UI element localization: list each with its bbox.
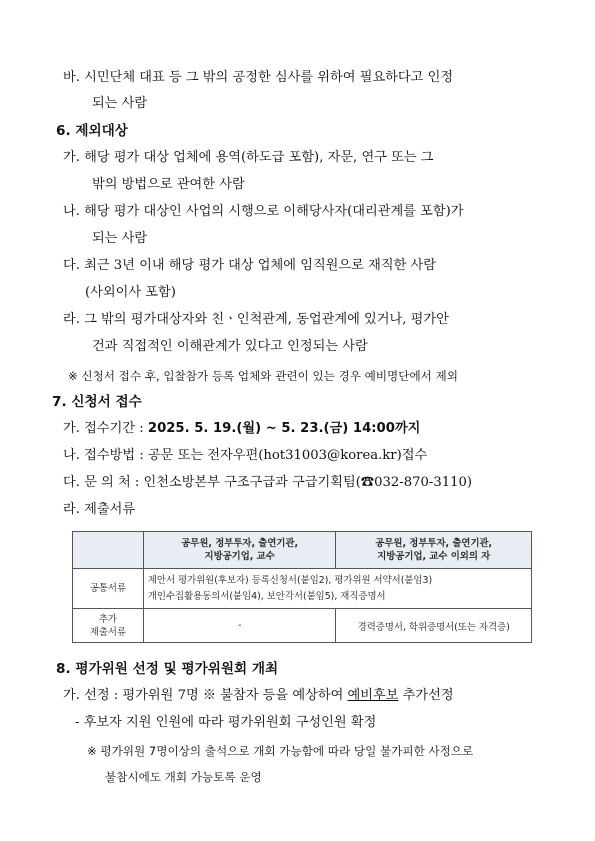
submission-docs-label: 라. 제출서류 <box>63 502 136 517</box>
item-na-line1: 나. 해당 평가 대상인 사업의 시행으로 이해당사자(대리관계를 포함)가 <box>63 204 464 219</box>
candidate-dash-line: - 후보자 지원 인원에 따라 평가위원회 구성인원 확정 <box>75 715 377 730</box>
additional-public-cell: - <box>143 609 336 643</box>
inquiry-contact: 다. 문 의 처 : 인천소방본부 구조구급과 구급기획팀(☎032-870-3110) <box>63 475 473 490</box>
row-label-common: 공통서류 <box>73 569 144 609</box>
item-ba-line2: 되는 사람 <box>92 96 148 111</box>
item-na-line2: 되는 사람 <box>92 231 148 246</box>
common-documents-cell: 제안서 평가위원(후보자) 등록신청서(붙임2), 평가위원 서약서(붙임3) 개인수집활용동의서(붙임4), 보안각서(붙임5), 재직증명서 <box>143 569 531 609</box>
receipt-period-value: 2025. 5. 19.(월) ~ 5. 23.(금) 14:00까지 <box>147 421 421 436</box>
receipt-period-label: 가. 접수기간 : <box>63 421 148 436</box>
selection-line <box>63 687 454 705</box>
receipt-method: 나. 접수방법 : 공문 또는 전자우편(hot31003@korea.kr)접수 <box>63 448 428 463</box>
column-header-public: 공무원, 정부투자, 출연기관, 지방공기업, 교수 <box>143 532 336 569</box>
item-ra-line2: 건과 직접적인 이해관계가 있다고 인정되는 사람 <box>92 339 368 354</box>
selection-suffix: 추가선정 <box>398 688 454 703</box>
table-corner-cell <box>73 532 144 569</box>
item-ga-line2: 밖의 방법으로 관여한 사람 <box>92 177 245 192</box>
selection-reserve-candidate: 예비후보 <box>347 688 399 703</box>
receipt-period <box>63 420 420 438</box>
item-ra-line1: 라. 그 밖의 평가대상자와 친ㆍ인척관계, 동업관계에 있거나, 평가안 <box>63 312 449 327</box>
section-7-heading: 7. 신청서 접수 <box>52 394 142 410</box>
column-header-other: 공무원, 정부투자, 출연기관, 지방공기업, 교수 이외의 자 <box>336 532 532 569</box>
item-ba-line1: 바. 시민단체 대표 등 그 밖의 공정한 심사를 위하여 필요하다고 인정 <box>63 70 454 85</box>
exclusion-note: ※ 신청서 접수 후, 입찰참가 등록 업체와 관련이 있는 경우 예비명단에서 제외 <box>68 369 458 383</box>
table-header-row <box>73 532 532 569</box>
quorum-note-line1: ※ 평가위원 7명이상의 출석으로 개회 가능함에 따라 당일 불가피한 사정으로 <box>87 744 474 758</box>
quorum-note-line2: 불참시에도 개회 가능토록 운영 <box>105 770 262 784</box>
selection-prefix: 가. 선정 : 평가위원 7명 ※ 불참자 등을 예상하여 <box>63 688 348 703</box>
item-da-line2: (사외이사 포함) <box>85 285 176 300</box>
row-label-additional: 추가 제출서류 <box>73 609 144 643</box>
section-8-heading: 8. 평가위원 선정 및 평가위원회 개최 <box>56 661 279 677</box>
additional-other-cell: 경력증명서, 학위증명서(또는 자격증) <box>336 609 532 643</box>
submission-docs-table <box>72 531 532 643</box>
item-da-line1: 다. 최근 3년 이내 해당 평가 대상 업체에 임직원으로 재직한 사람 <box>63 258 436 273</box>
table-row-additional <box>73 609 532 643</box>
item-ga-line1: 가. 해당 평가 대상 업체에 용역(하도급 포함), 자문, 연구 또는 그 <box>63 150 434 165</box>
section-6-heading: 6. 제외대상 <box>56 123 128 139</box>
table-row-common <box>73 569 532 609</box>
